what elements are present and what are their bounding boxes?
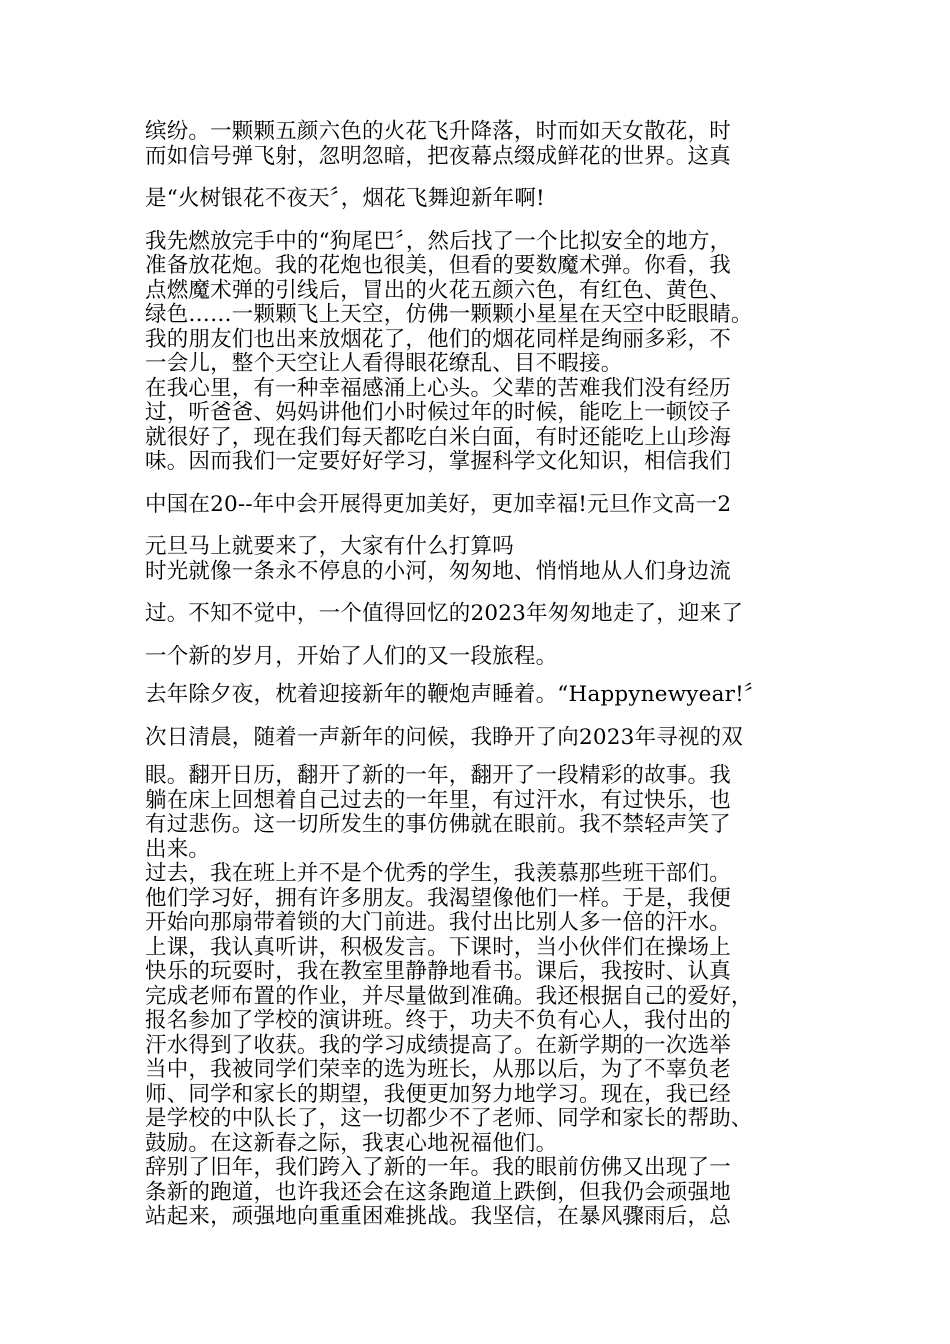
text-line: 条新的跑道，也许我还会在这条跑道上跌倒，但我仍会顽强地 bbox=[145, 1179, 731, 1205]
text-line: 他们学习好，拥有许多朋友。我渴望像他们一样。于是，我便 bbox=[145, 885, 731, 911]
text-line: 是学校的中队长了，这一切都少不了老师、同学和家长的帮助、 bbox=[145, 1106, 753, 1131]
text-line: 上课，我认真听讲，积极发言。下课时，当小伙伴们在操场上 bbox=[145, 934, 731, 960]
text-line: 就很好了，现在我们每天都吃白米白面，有时还能吃上山珍海 bbox=[145, 424, 731, 450]
text-line: 绿色……一颗颗飞上天空，仿佛一颗颗小星星在天空中眨眼睛。 bbox=[145, 302, 753, 327]
text-line: 出来。 bbox=[145, 836, 211, 862]
text-line: 快乐的玩耍时，我在教室里静静地看书。课后，我按时、认真 bbox=[145, 959, 731, 984]
text-line: 元旦马上就要来了，大家有什么打算吗 bbox=[145, 534, 514, 559]
text-line: 师、同学和家长的期望，我便更加努力地学习。现在，我已经 bbox=[145, 1081, 731, 1107]
text-line: 眼。翻开日历，翻开了新的一年，翻开了一段精彩的故事。我 bbox=[145, 763, 731, 788]
text-line: 而如信号弹飞射，忽明忽暗，把夜幕点缀成鲜花的世界。这真 bbox=[145, 143, 731, 169]
text-line: 一个新的岁月，开始了人们的又一段旅程。 bbox=[145, 643, 558, 669]
text-line: 次日清晨，随着一声新年的问候，我睁开了向2023年寻视的双 bbox=[145, 724, 744, 750]
text-line: 完成老师布置的作业，并尽量做到准确。我还根据自己的爱好， bbox=[145, 983, 753, 1009]
text-line: 我的朋友们也出来放烟花了，他们的烟花同样是绚丽多彩，不 bbox=[145, 326, 731, 352]
text-line: 中国在20--年中会开展得更加美好，更加幸福!元旦作文高一2 bbox=[145, 491, 732, 517]
text-line: 味。因而我们一定要好好学习，掌握科学文化知识，相信我们 bbox=[145, 449, 731, 474]
text-line: 过去，我在班上并不是个优秀的学生，我羡慕那些班干部们。 bbox=[145, 861, 731, 886]
text-line: 缤纷。一颗颗五颜六色的火花飞升降落，时而如天女散花，时 bbox=[145, 119, 731, 144]
text-line: 在我心里，有一种幸福感涌上心头。父辈的苦难我们没有经历 bbox=[145, 375, 731, 401]
text-line: 鼓励。在这新春之际，我衷心地祝福他们。 bbox=[145, 1130, 558, 1156]
text-line: 辞别了旧年，我们跨入了新的一年。我的眼前仿佛又出现了一 bbox=[145, 1155, 731, 1180]
text-line: 站起来，顽强地向重重困难挑战。我坚信，在暴风骤雨后，总 bbox=[145, 1204, 731, 1229]
text-line: 是“火树银花不夜天〞，烟花飞舞迎新年啊! bbox=[145, 186, 545, 211]
text-line: 躺在床上回想着自己过去的一年里，有过汗水，有过快乐，也 bbox=[145, 787, 731, 813]
text-line: 我先燃放完手中的“狗尾巴〞，然后找了一个比拟安全的地方， bbox=[145, 228, 732, 254]
text-line: 汗水得到了收获。我的学习成绩提高了。在新学期的一次选举 bbox=[145, 1032, 731, 1058]
text-line: 过。不知不觉中，一个值得回忆的2023年匆匆地走了，迎来了 bbox=[145, 601, 744, 626]
text-line: 时光就像一条永不停息的小河，匆匆地、悄悄地从人们身边流 bbox=[145, 558, 731, 584]
text-line: 一会儿，整个天空让人看得眼花缭乱、目不暇接。 bbox=[145, 351, 623, 376]
text-line: 准备放花炮。我的花炮也很美，但看的要数魔术弹。你看，我 bbox=[145, 253, 731, 278]
text-line: 过，听爸爸、妈妈讲他们小时候过年的时候，能吃上一顿饺子 bbox=[145, 400, 731, 425]
text-line: 当中，我被同学们荣幸的选为班长，从那以后，为了不辜负老 bbox=[145, 1057, 731, 1082]
text-line: 报名参加了学校的演讲班。终于，功夫不负有心人，我付出的 bbox=[145, 1008, 731, 1033]
text-line: 开始向那扇带着锁的大门前进。我付出比别人多一倍的汗水。 bbox=[145, 910, 731, 935]
text-line: 点燃魔术弹的引线后，冒出的火花五颜六色，有红色、黄色、 bbox=[145, 277, 731, 303]
text-line: 去年除夕夜，枕着迎接新年的鞭炮声睡着。“Happynewyear!〞 bbox=[145, 682, 766, 707]
text-line: 有过悲伤。这一切所发生的事仿佛就在眼前。我不禁轻声笑了 bbox=[145, 812, 731, 837]
document-page bbox=[145, 120, 825, 1230]
